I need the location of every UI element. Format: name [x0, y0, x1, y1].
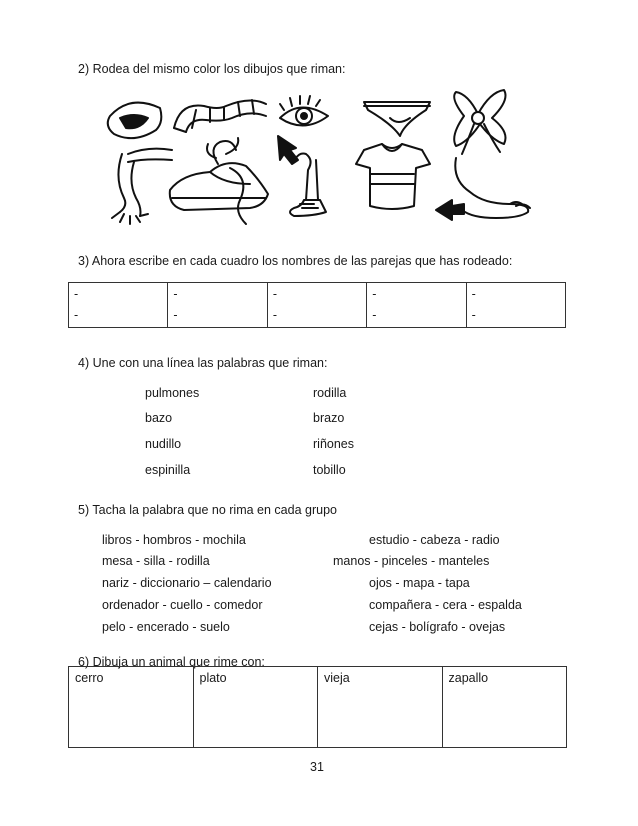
q4-title: 4) Une con una línea las palabras que riman:	[78, 356, 328, 370]
q3-title: 3) Ahora escribe en cada cuadro los nombres de las parejas que has rodeado:	[78, 254, 513, 268]
page-number: 31	[310, 760, 324, 774]
pairs-cell-line-1: -	[74, 287, 79, 301]
hand-drawing	[112, 149, 172, 224]
draw-cell[interactable]	[318, 667, 443, 747]
q5-right-group[interactable]: compañera - cera - espalda	[369, 598, 522, 612]
draw-cell[interactable]	[69, 667, 194, 747]
pairs-cell-line-2: -	[74, 308, 79, 322]
pairs-cell[interactable]	[168, 283, 267, 327]
q4-right-word[interactable]: brazo	[313, 411, 345, 425]
pairs-cell[interactable]	[268, 283, 367, 327]
draw-cell-word: vieja	[324, 671, 350, 685]
q5-left-group[interactable]: mesa - silla - rodilla	[102, 554, 210, 568]
q5-right-group[interactable]: cejas - bolígrafo - ovejas	[369, 620, 506, 634]
q5-left-group[interactable]: nariz - diccionario – calendario	[102, 576, 272, 590]
pairs-cell-line-1: -	[272, 287, 277, 301]
pairs-cell-line-2: -	[173, 308, 178, 322]
q5-right-group[interactable]: ojos - mapa - tapa	[369, 576, 470, 590]
underpants-drawing	[364, 102, 430, 136]
mouth-drawing	[108, 103, 162, 139]
foot-drawing	[436, 158, 530, 220]
q5-left-group[interactable]: ordenador - cuello - comedor	[102, 598, 263, 612]
leg-drawing	[278, 136, 326, 216]
pairs-cell-line-1: -	[471, 287, 476, 301]
shoe-drawing	[170, 138, 268, 224]
draw-animal-table	[68, 666, 567, 748]
pairs-cell-line-2: -	[372, 308, 377, 322]
pairs-cell-line-1: -	[372, 287, 377, 301]
tshirt-drawing	[356, 144, 430, 209]
draw-cell-word: zapallo	[448, 671, 489, 685]
pairs-cell[interactable]	[367, 283, 466, 327]
q4-right-word[interactable]: riñones	[313, 437, 354, 451]
q5-left-group[interactable]: pelo - encerado - suelo	[102, 620, 230, 634]
pairs-cell[interactable]	[467, 283, 565, 327]
draw-cell-word: plato	[199, 671, 227, 685]
q4-left-word[interactable]: pulmones	[145, 386, 200, 400]
q4-right-word[interactable]: rodilla	[313, 386, 347, 400]
worm-drawing	[174, 100, 266, 132]
draw-cell-word: cerro	[75, 671, 104, 685]
pairs-cell-line-1: -	[173, 287, 178, 301]
q5-right-group[interactable]: manos - pinceles - manteles	[333, 554, 490, 568]
q2-title: 2) Rodea del mismo color los dibujos que riman:	[78, 62, 346, 76]
q4-left-word[interactable]: nudillo	[145, 437, 182, 451]
pairs-cell-line-2: -	[471, 308, 476, 322]
q5-title: 5) Tacha la palabra que no rima en cada grupo	[78, 503, 337, 517]
bow-drawing	[454, 90, 505, 154]
draw-cell[interactable]	[443, 667, 567, 747]
draw-cell[interactable]	[194, 667, 319, 747]
pairs-table	[68, 282, 566, 328]
q4-left-word[interactable]: espinilla	[145, 463, 191, 477]
q4-left-word[interactable]: bazo	[145, 411, 173, 425]
q4-right-word[interactable]: tobillo	[313, 463, 346, 477]
pairs-cell[interactable]	[69, 283, 168, 327]
rhyming-drawings	[100, 88, 540, 228]
pairs-cell-line-2: -	[272, 308, 277, 322]
q6-title: 6) Dibuja un animal que rime con:	[78, 655, 265, 669]
q5-right-group[interactable]: estudio - cabeza - radio	[369, 533, 500, 547]
q5-left-group[interactable]: libros - hombros - mochila	[102, 533, 246, 547]
eye-drawing	[280, 96, 328, 126]
